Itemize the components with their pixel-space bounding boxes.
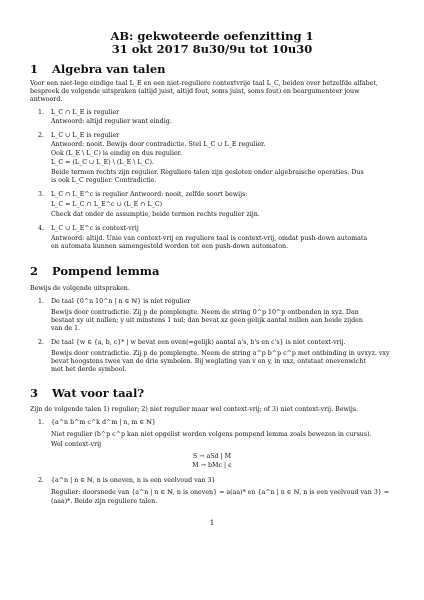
item-answer: Check dat onder de assumptie, beide termen rechts regulier zijn. <box>51 211 260 218</box>
item-statement: L_C ∩ L_E^c is regulier Antwoord: nooit, zelfde soort bewijs: <box>51 191 248 198</box>
item-number: 4. <box>38 225 45 232</box>
item-answer: Beide termen rechts zijn regulier. Reguliere talen zijn gesloten onder algebraische operaties. Dus <box>51 169 364 176</box>
item-answer: Niet regulier (b^p c^p kan niet opgelist worden volgens pompend lemma zoals bewezen in cursus). <box>51 431 372 438</box>
section-1-intro-line-2: bespreek de volgende uitspraken (altijd juist, altijd fout, soms juist, soms fout) en beargumenteer jouw <box>30 88 360 95</box>
item-statement: {a^n | n ∈ ℕ, n is oneven, n is een veelvoud van 3} <box>51 477 216 484</box>
item-answer: Bewijs door contradictie. Zij p de pomplengte. Neem de string a^p b^p c^p met ontbinding in uvxyz. vxy <box>51 350 390 357</box>
grammar-rule: S → aSd | M <box>192 453 232 460</box>
item-answer: Wel context-vrij <box>51 441 102 448</box>
item-number: 1. <box>38 419 45 426</box>
item-answer: met het derde symbool. <box>51 366 127 373</box>
section-heading-2: 2 Pompend lemma <box>30 264 160 278</box>
document-title: AB: gekwoteerde oefenzitting 1 <box>110 29 314 43</box>
item-answer: Antwoord: nooit. Bewijs door contradictie. Stel L_C ∪ L_E regulier. <box>51 141 266 148</box>
item-answer: L_C = (L_C ∪ L_E) \ (L_E \ L_C). <box>51 159 154 166</box>
item-answer: L_C = L_C ∩ L_E^c ∪ (L_E ∩ L_C) <box>51 201 163 208</box>
item-answer: is ook L_C regulier. Contradictie. <box>51 177 157 184</box>
item-number: 1. <box>38 109 45 116</box>
section-3-intro: Zijn de volgende talen 1) regulier; 2) niet regulier maar wel context-vrij; of 3) niet context-vrij. Bewijs. <box>30 406 359 413</box>
item-statement: De taal {w ∈ {a, b, c}* | w bevat een even(=gelijk) aantal a's, b's en c's} is niet context-vrij. <box>51 339 346 346</box>
item-answer: Ook (L_E \ L_C) is eindig en dus regulier. <box>51 150 183 157</box>
section-heading-1: 1 Algebra van talen <box>30 62 166 76</box>
item-answer: Regulier: doorsnede van {a^n | n ∈ ℕ, n is oneven} = a(aa)* en {a^n | n ∈ ℕ, n is een veelvoud van 3} = <box>51 489 390 496</box>
item-statement: De taal {0^n 10^n | n ∈ ℕ} is niet regulier <box>51 298 191 305</box>
item-answer: bestaat xy uit nullen; y uit minstens 1 nul; dan bevat xz geen gelijk aantal nullen aan beide zijden <box>51 317 363 324</box>
item-number: 2. <box>38 477 45 484</box>
section-1-intro-line-1: Voor een niet-lege eindige taal L_E en een niet-reguliere contextvrije taal L_C, beiden over hetzelfde alfabet, <box>30 80 378 87</box>
item-answer: bevat hoogstens twee van de drie symbolen. Bij weglating van v en y, in uxz, ontstaat onevenwicht <box>51 358 366 365</box>
item-number: 3. <box>38 191 45 198</box>
item-answer: Bewijs door contradictie. Zij p de pomplengte. Neem de string 0^p 10^p ontbonden in xyz. Dan <box>51 309 359 316</box>
item-answer: van de 1. <box>51 325 81 332</box>
item-statement: L_C ∪ L_E^c is context-vrij <box>51 225 139 232</box>
page-number: 1 <box>209 519 215 527</box>
item-statement: {a^n b^m c^k d^m | n, m ∈ ℕ} <box>51 419 156 426</box>
item-statement: L_C ∪ L_E is regulier <box>51 132 120 139</box>
section-heading-3: 3 Wat voor taal? <box>30 386 145 400</box>
item-answer: Antwoord: altijd regulier want eindig. <box>51 118 172 125</box>
section-2-intro: Bewijs de volgende uitspraken. <box>30 285 130 292</box>
item-answer: (aaa)*. Beide zijn reguliere talen. <box>51 498 158 505</box>
section-1-intro-line-3: antwoord. <box>30 96 63 103</box>
item-statement: L_C ∩ L_E is regulier <box>51 109 120 116</box>
item-answer: Antwoord: altijd. Unie van context-vrij en reguliere taal is context-vrij, omdat push-down automata <box>51 235 368 242</box>
item-number: 2. <box>38 132 45 139</box>
item-number: 1. <box>38 298 45 305</box>
grammar-rule: M → bMc | ϵ <box>192 462 232 469</box>
document-date: 31 okt 2017 8u30/9u tot 10u30 <box>111 42 313 56</box>
item-number: 2. <box>38 339 45 346</box>
item-answer: en automata kunnen samengesteld worden tot een push-down automaton. <box>51 243 289 250</box>
